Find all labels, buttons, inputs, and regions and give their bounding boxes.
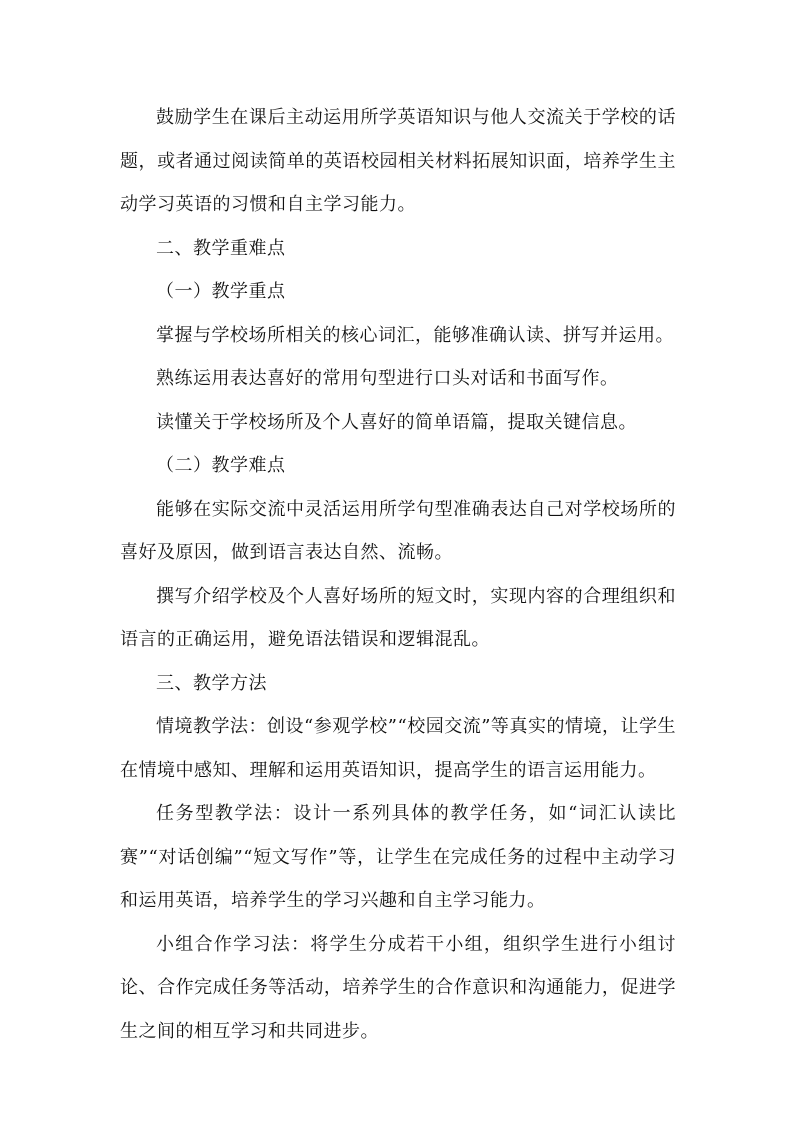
paragraph: 鼓励学生在课后主动运用所学英语知识与他人交流关于学校的话题，或者通过阅读简单的英语校园相关材料拓展知识面，培养学生主动学习英语的习惯和自主学习能力。 [120,107,676,215]
document-body [120,96,676,1053]
paragraph: 小组合作学习法：将学生分成若干小组，组织学生进行小组讨论、合作完成任务等活动，培养学生的合作意识和沟通能力，促进学生之间的相互学习和共同进步。 [120,933,676,1042]
paragraph: 撰写介绍学校及个人喜好场所的短文时，实现内容的合理组织和语言的正确运用，避免语法错误和逻辑混乱。 [120,585,676,650]
paragraph: 读懂关于学校场所及个人喜好的简单语篇，提取关键信息。 [156,411,637,433]
subsection-heading: （二）教学难点 [156,455,286,476]
paragraph: 掌握与学校场所相关的核心词汇，能够准确认读、拼写并运用。 [156,324,674,346]
paragraph: 熟练运用表达喜好的常用句型进行口头对话和书面写作。 [156,368,619,389]
section-heading: 二、教学重难点 [156,237,286,259]
subsection-heading: （一）教学重点 [156,281,286,302]
paragraph: 任务型教学法：设计一系列具体的教学任务，如“词汇认读比赛”“对话创编”“短文写作”等，让学生在完成任务的过程中主动学习和运用英语，培养学生的学习兴趣和自主学习能力。 [120,803,676,911]
paragraph: 能够在实际交流中灵活运用所学句型准确表达自己对学校场所的喜好及原因，做到语言表达自然、流畅。 [120,498,676,563]
section-heading: 三、教学方法 [156,672,267,694]
paragraph: 情境教学法：创设“参观学校”“校园交流”等真实的情境，让学生在情境中感知、理解和运用英语知识，提高学生的语言运用能力。 [120,716,676,781]
